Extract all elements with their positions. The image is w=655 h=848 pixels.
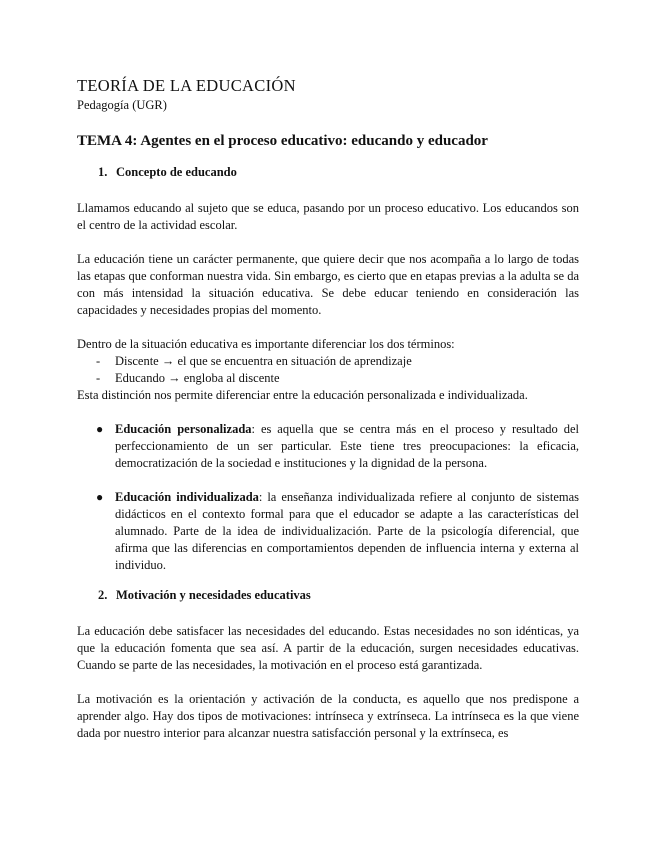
section-heading-1 [98, 164, 579, 181]
paragraph: La educación tiene un carácter permanente, que quiere decir que nos acompaña a lo largo de todas las etapas que conforman nuestra vida. Sin embargo, es cierto que en etapas previas a la adulta se da con más intensidad la situación educativa. Se debe educar teniendo en consideración las capacidades y necesidades propias del momento. [77, 252, 579, 317]
section-number: 1. [98, 165, 108, 179]
bullet-term: Educación personalizada [115, 422, 252, 436]
paragraph: Esta distinción nos permite diferenciar entre la educación personalizada e individualizada. [77, 388, 528, 402]
bullet-text: : la enseñanza individualizada refiere al conjunto de sistemas didácticos en el contexto formal para que el educador se adapte a las características del alumnado. Parte de la idea de individualización. Parte de la psicología diferencial, que afirma que las diferencias en comportamientos dependen de influencia interna y externa al individuo. [115, 490, 580, 572]
list-item [77, 353, 579, 370]
bullet-text: : es aquella que se centra más en el proceso y resultado del perfeccionamiento de un ser particular. Este tiene tres preocupaciones: la eficacia, democratización de la sociedad e instituciones y la dignidad de la persona. [115, 422, 580, 470]
bullet-item-personalizada [77, 421, 579, 472]
bullet-term: Educación individualizada [115, 490, 259, 504]
paragraph: Llamamos educando al sujeto que se educa, pasando por un proceso educativo. Los educandos son el centro de la actividad escolar. [77, 201, 579, 232]
section-title: Concepto de educando [116, 165, 237, 179]
dash-marker: - [96, 354, 101, 368]
list-item-text: Discente → el que se encuentra en situación de aprendizaje [115, 354, 412, 368]
terms-list [77, 353, 579, 387]
section-number: 2. [98, 588, 108, 602]
list-item [77, 370, 579, 387]
bullet-icon: ● [96, 490, 104, 504]
section-heading-2 [98, 587, 579, 604]
paragraph: Dentro de la situación educativa es importante diferenciar los dos términos: [77, 337, 455, 351]
document-subtitle: Pedagogía (UGR) [77, 98, 167, 112]
bullet-list [77, 421, 579, 574]
section-title: Motivación y necesidades educativas [116, 588, 311, 602]
document-title: TEORÍA DE LA EDUCACIÓN [77, 76, 296, 95]
document-page [77, 76, 579, 742]
dash-marker: - [96, 371, 101, 385]
bullet-icon: ● [96, 422, 104, 436]
list-item-text: Educando → engloba al discente [115, 371, 280, 385]
paragraph: La motivación es la orientación y activación de la conducta, es aquello que nos predispone a aprender algo. Hay dos tipos de motivaciones: intrínseca y extrínseca. La intrínseca es la que viene dada por nuestro interior para alcanzar nuestra satisfacción personal y la extrínseca, es [77, 692, 579, 740]
tema-heading: TEMA 4: Agentes en el proceso educativo: educando y educador [77, 133, 488, 149]
bullet-item-individualizada [77, 489, 579, 574]
paragraph: La educación debe satisfacer las necesidades del educando. Estas necesidades no son idénticas, ya que la educación fomenta que sea así. A partir de la educación, surgen necesidades educativas. Cuando se parte de las necesidades, la motivación en el proceso está garantizada. [77, 624, 579, 672]
